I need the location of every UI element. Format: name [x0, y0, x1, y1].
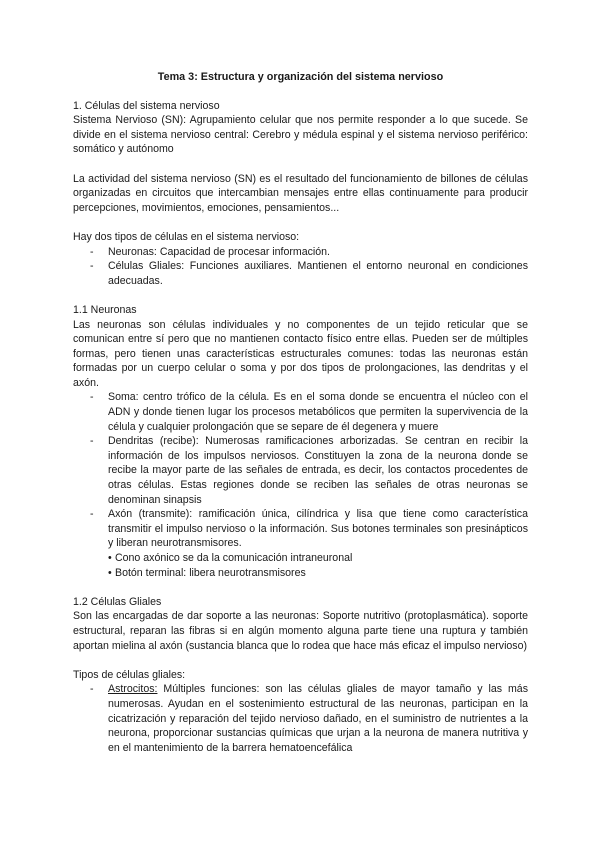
list-item-axon — [73, 507, 528, 580]
paragraph-glial: Son las encargadas de dar soporte a las neuronas: Soporte nutritivo (protoplasmática). soporte estructural, reparan las fibras si en algún momento alguna parte tiene una ruptura y también aportan mielina al axón (sustancia blanca que lo rodea que hace más eficaz el impulso nervioso) — [73, 610, 528, 652]
list-item: - Células Gliales: Funciones auxiliares. Mantienen el entorno neuronal en condiciones adecuadas. — [73, 259, 528, 288]
section-1-1-heading: 1.1 Neuronas — [73, 303, 137, 316]
axon-bullets — [108, 551, 528, 580]
paragraph-sn-activity: La actividad del sistema nervioso (SN) es el resultado del funcionamiento de billones de células organizadas en circuitos que intercambian mensajes entre ellas continuamente para producir percepciones, movimientos, emociones, pensamientos... — [73, 172, 528, 214]
paragraph-cell-types-intro: Hay dos tipos de células en el sistema nervioso: — [73, 230, 300, 243]
section-1-heading: 1. Células del sistema nervioso — [73, 99, 220, 112]
spacer — [73, 157, 528, 172]
axon-text: Axón (transmite): ramificación única, cilíndrica y lisa que tiene como característica transmitir el impulso nervioso o la información. Sus botones terminales son presinápticos y liberan neurotransmisores. — [108, 508, 528, 550]
list-item: - Neuronas: Capacidad de procesar información. — [73, 245, 528, 260]
spacer — [73, 653, 528, 668]
spacer — [73, 215, 528, 230]
paragraph-glial-types-intro: Tipos de células gliales: — [73, 668, 186, 681]
glial-types-list — [73, 682, 528, 755]
neuron-parts-list — [73, 390, 528, 580]
astrocitos-text: Múltiples funciones: son las células gliales de mayor tamaño y las más numerosas. Ayudan en el sostenimiento estructural de las neuronas, participan en la cicatrización y reparación del tejido nervioso dañado, en el suministro de nutrientes a la neurona, proporcionar sustancias químicas que urjan a la neurona de manera nutritiva y en el mantenimiento de la barrera hematoencefálica — [108, 683, 528, 754]
list-item-dendritas: - Dendritas (recibe): Numerosas ramificaciones arborizadas. Se centran en recibir la información de los impulsos nerviosos. Constituyen la zona de la neurona donde se recibe la mayor parte de las señales de entrada, es decir, los contactos procedentes de otras células. Estas regiones donde se reciben las señales de otras neuronas se denominan sinapsis — [73, 434, 528, 507]
astrocitos-label: Astrocitos: — [108, 683, 158, 696]
bullet-item: • Botón terminal: libera neurotransmisores — [108, 566, 528, 581]
bullet-item: • Cono axónico se da la comunicación intraneuronal — [108, 551, 528, 566]
cell-types-list — [73, 245, 528, 289]
document-page — [73, 70, 528, 755]
spacer — [73, 288, 528, 303]
section-1-2-heading: 1.2 Células Gliales — [73, 595, 162, 608]
paragraph-sn-definition: Sistema Nervioso (SN): Agrupamiento celular que nos permite responder a lo que sucede. Se divide en el sistema nervioso central: Cerebro y médula espinal y el sistema nervioso periférico: somático y autónomo — [73, 114, 528, 156]
document-title: Tema 3: Estructura y organización del sistema nervioso — [157, 71, 444, 83]
spacer — [73, 580, 528, 595]
list-item-astrocitos — [73, 682, 528, 755]
paragraph-neurons: Las neuronas son células individuales y no componentes de un tejido reticular que se comunican entre sí pero que no mantienen contacto físico entre ellas. Pueden ser de múltiples formas, pero tienen unas características estructurales comunes: todas las neuronas están formadas por un cuerpo celular o soma y por dos tipos de prolongaciones, las dendritas y el axón. — [73, 318, 528, 389]
list-item-soma: - Soma: centro trófico de la célula. Es en el soma donde se encuentra el núcleo con el ADN y donde tienen lugar los procesos metabólicos que permiten la supervivencia de la célula y cualquier prolongación que se separe de él degenera y muere — [73, 390, 528, 434]
